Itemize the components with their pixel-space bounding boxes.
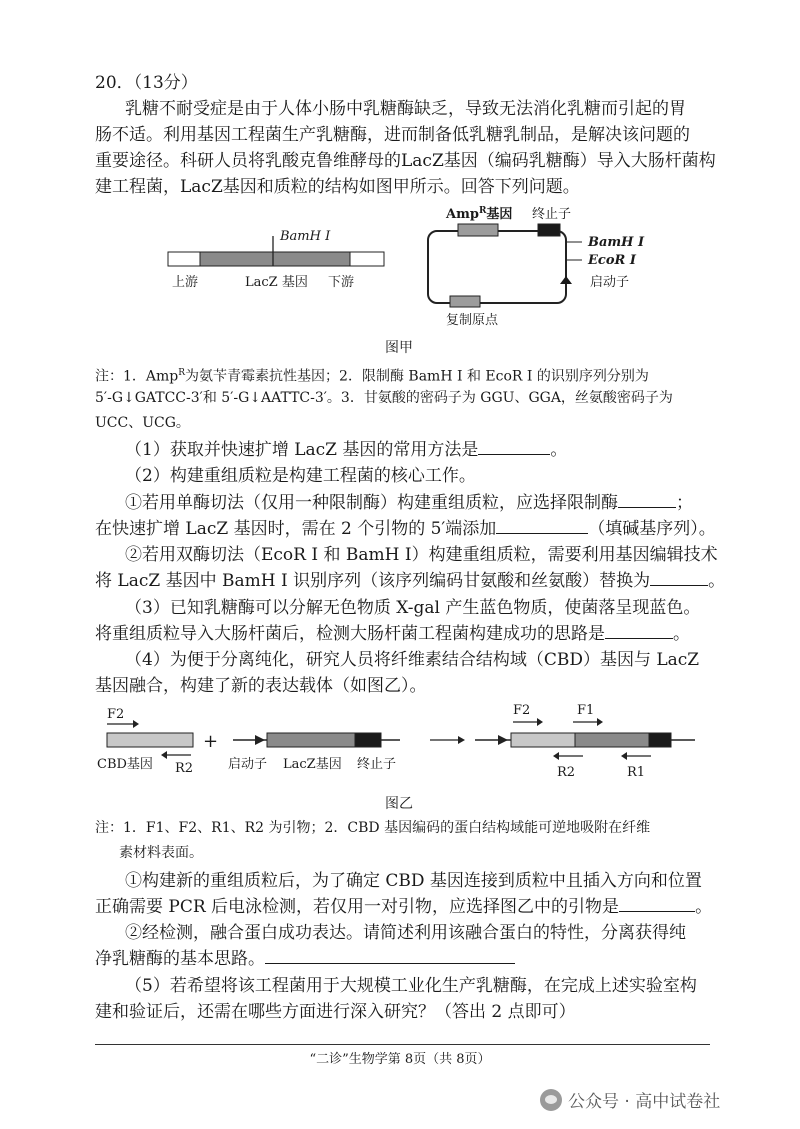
plasmid-bamh-label: BamH I (588, 235, 645, 250)
figure-b (95, 700, 715, 782)
cbd-bar-c (511, 733, 575, 747)
part-3-line-1: （3）已知乳糖酶可以分解无色物质 X-gal 产生蓝色物质，使菌落呈现蓝色。 (125, 598, 701, 618)
ampr-gene-block (458, 224, 498, 236)
intro-line-4: 建工程菌，LacZ基因和质粒的结构如图甲所示。回答下列问题。 (95, 177, 580, 197)
answer-blank-7[interactable] (265, 946, 515, 964)
answer-blank-6[interactable] (619, 894, 695, 912)
plasmid-ring (428, 231, 566, 303)
question-number: 20．（13分） (95, 73, 198, 93)
lacz-gene-bar (200, 252, 350, 266)
cbd-gene-bar (107, 733, 193, 747)
terminator-label: 终止子 (532, 207, 572, 222)
lacz-label-b: LacZ基因 (283, 757, 342, 772)
intro-line-1: 乳糖不耐受症是由于人体小肠中乳糖酶缺乏，导致无法消化乳糖而引起的胃 (125, 99, 686, 119)
promoter-arrow-c (498, 735, 508, 745)
figure-a-caption: 图甲 (385, 340, 413, 356)
part-2: （2）构建重组质粒是构建工程菌的核心工作。 (125, 466, 476, 486)
promoter-arrow (560, 276, 572, 284)
terminator-label-b: 终止子 (357, 757, 397, 772)
plus-sign: + (203, 731, 219, 752)
f2-label-right: F2 (513, 703, 531, 718)
part-3-line-2: 将重组质粒导入大肠杆菌后，检测大肠杆菌工程菌构建成功的思路是 。 (95, 621, 690, 647)
downstream-label: 下游 (328, 275, 355, 290)
origin-label: 复制原点 (446, 313, 499, 328)
footer-rule (95, 1044, 710, 1045)
r2-label-left: R2 (175, 761, 194, 776)
upstream-label: 上游 (172, 275, 199, 290)
part-4-line-2: 基因融合，构建了新的表达载体（如图乙）。 (95, 676, 427, 696)
gene-cut-site-label: BamH I (280, 229, 331, 244)
part-4b-line-1: ②经检测，融合蛋白成功表达。请简述利用该融合蛋白的特性，分离获得纯 (125, 923, 686, 943)
note1-line-3: UCC、UCG。 (95, 415, 190, 431)
terminator-block (538, 224, 560, 236)
part-4b-line-2: 净乳糖酶的基本思路。 (95, 946, 515, 972)
f1-label: F1 (577, 703, 595, 718)
terminator-bar-c (649, 733, 671, 747)
answer-blank-2[interactable] (618, 490, 676, 508)
intro-line-2: 肠不适。利用基因工程菌生产乳糖酶，进而制备低乳糖乳制品，是解决该问题的 (95, 125, 690, 145)
part-4a-line-2: 正确需要 PCR 后电泳检测，若仅用一对引物，应选择图乙中的引物是 。 (95, 894, 712, 920)
part-5-line-2: 建和验证后，还需在哪些方面进行深入研究？（答出 2 点即可） (95, 1002, 576, 1022)
note2-line-1: 注：1．F1、F2、R1、R2 为引物；2．CBD 基因编码的蛋白结构域能可逆地吸附在纤维 (95, 820, 651, 836)
lacz-bar-b (267, 733, 355, 747)
part-4a-line-1: ①构建新的重组质粒后，为了确定 CBD 基因连接到质粒中且插入方向和位置 (125, 871, 702, 891)
cbd-label: CBD基因 (97, 757, 153, 772)
part-5-line-1: （5）若希望将该工程菌用于大规模工业化生产乳糖酶，在完成上述实验室构 (125, 976, 697, 996)
r1-label: R1 (627, 765, 646, 780)
origin-block (450, 296, 480, 307)
answer-blank-4[interactable] (650, 568, 708, 586)
f2-label-left: F2 (107, 707, 125, 722)
note1-line-1: 注：1．Amp$^R$为氨苄青霉素抗性基因；2．限制酶 BamH I 和 EcoR I 的识别序列分别为 (95, 368, 649, 385)
terminator-bar-b (355, 733, 381, 747)
lacz-label: LacZ 基因 (245, 275, 308, 290)
part-2b-line-1: ②若用双酶切法（EcoR I 和 BamH I）构建重组质粒，需要利用基因编辑技术 (125, 545, 718, 565)
r2-label-right: R2 (557, 765, 576, 780)
answer-blank-3[interactable] (496, 516, 588, 534)
svg-text:AmpR基因: Amp$^R$基因 (446, 206, 513, 222)
answer-blank-5[interactable] (605, 621, 673, 639)
figure-a (150, 200, 670, 330)
lacz-bar-c (575, 733, 649, 747)
wechat-icon (540, 1089, 562, 1111)
watermark (540, 1087, 720, 1112)
page-footer: “二诊”生物学第 8页（共 8页） (309, 1052, 491, 1067)
part-2a-line-2: 在快速扩增 LacZ 基因时，需在 2 个引物的 5′端添加 （填碱基序列）。 (95, 516, 716, 542)
note1-line-2: 5′-G↓GATCC-3′和 5′-G↓AATTC-3′。3．甘氨酸的密码子为 GGU、GGA，丝氨酸密码子为 (95, 390, 673, 406)
part-2a-line-1: ①若用单酶切法（仅用一种限制酶）构建重组质粒，应选择限制酶 ； (125, 490, 693, 516)
intro-line-3: 重要途径。科研人员将乳酸克鲁维酵母的LacZ基因（编码乳糖酶）导入大肠杆菌构 (95, 151, 716, 171)
plasmid-ecor-label: EcoR I (588, 253, 636, 268)
downstream-region (350, 252, 384, 266)
answer-blank-1[interactable] (478, 437, 550, 455)
note2-line-2: 素材料表面。 (119, 845, 203, 861)
promoter-label: 启动子 (590, 275, 630, 290)
part-4-line-1: （4）为便于分离纯化，研究人员将纤维素结合结构域（CBD）基因与 LacZ (125, 650, 700, 670)
part-1: （1）获取并快速扩增 LacZ 基因的常用方法是 。 (125, 437, 567, 463)
upstream-region (168, 252, 200, 266)
promoter-arrow-b (255, 735, 265, 745)
part-2b-line-2: 将 LacZ 基因中 BamH I 识别序列（该序列编码甘氨酸和丝氨酸）替换为 。 (95, 568, 725, 594)
promoter-label-b: 启动子 (228, 757, 268, 772)
watermark-text: 公众号 · 高中试卷社 (568, 1092, 721, 1112)
figure-b-caption: 图乙 (385, 796, 413, 812)
